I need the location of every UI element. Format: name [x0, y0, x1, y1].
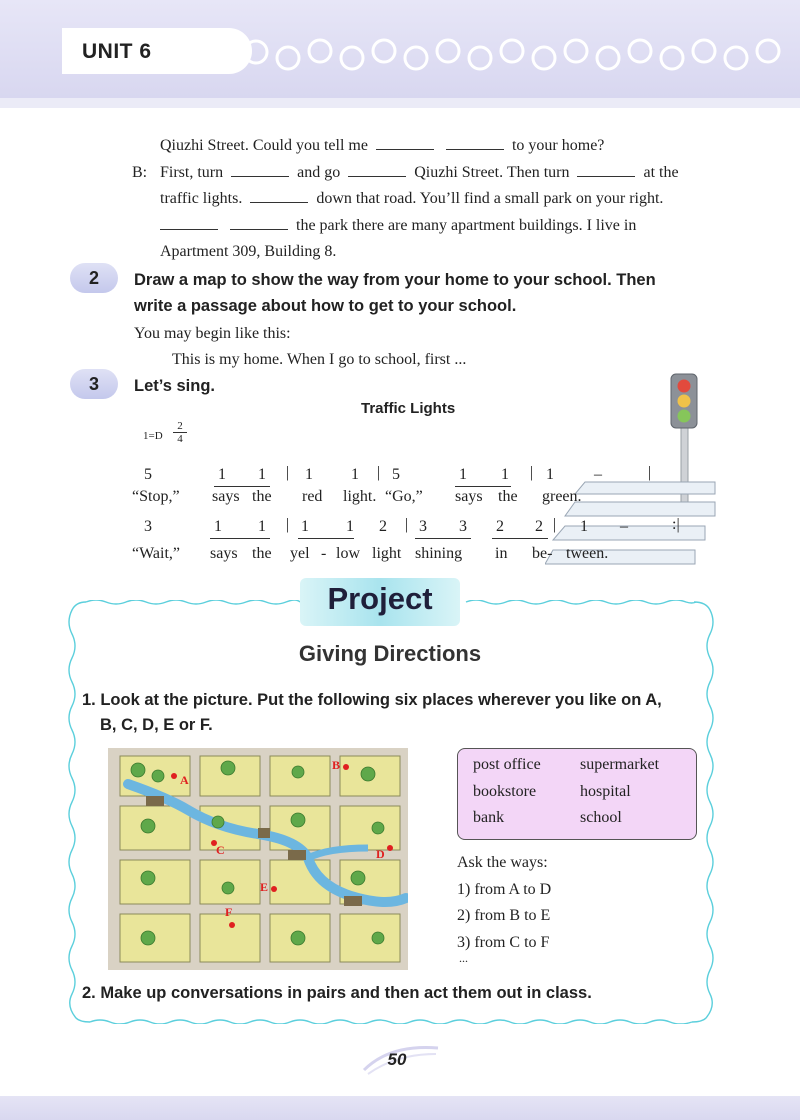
map-label-d: D [376, 847, 385, 861]
task2-example: This is my home. When I go to school, first ... [172, 351, 467, 368]
task-number-3: 3 [70, 369, 118, 399]
time-signature-top: 2 [177, 420, 183, 432]
map-label-b: B [332, 758, 341, 772]
lyric: the [252, 488, 272, 505]
note: 1 [351, 466, 359, 483]
dialogue-text: First, turn [160, 164, 224, 181]
task2-begin-hint: You may begin like this: [134, 325, 291, 342]
note: 3 [459, 518, 467, 535]
lyric: - [321, 545, 327, 562]
lyric: in [495, 545, 508, 562]
answer-blank[interactable] [577, 165, 635, 177]
note: 1 [258, 518, 266, 535]
bar-line: | [648, 464, 652, 481]
note: 1 [501, 466, 509, 483]
dialogue-text: the park there are many apartment buildings. I live in [296, 217, 637, 234]
dialogue-line-3 [160, 190, 663, 208]
bar-line: | [286, 516, 290, 533]
bar-line: | [530, 464, 534, 481]
map-label-e: E [260, 880, 269, 894]
header-strip [0, 98, 800, 108]
place-item: bookstore [473, 783, 537, 800]
project-subtitle: Giving Directions [298, 641, 482, 666]
lyric: light [372, 545, 402, 562]
map-label-a: A [180, 773, 189, 787]
note: 1 [459, 466, 467, 483]
place-item: supermarket [580, 756, 660, 773]
way-item: 1) from A to D [457, 881, 552, 898]
place-item: school [580, 809, 622, 826]
note: 1 [301, 518, 309, 535]
note: – [594, 466, 602, 483]
note: 1 [214, 518, 222, 535]
marker-dot-f [229, 922, 235, 928]
project-title: Project [327, 581, 433, 616]
note: 1 [580, 518, 588, 535]
repeat-sign: :| [672, 516, 680, 533]
lyric: shining [415, 545, 463, 562]
note: 5 [392, 466, 400, 483]
lyric: yel [290, 545, 310, 562]
answer-blank[interactable] [230, 218, 288, 230]
note: 5 [144, 466, 152, 483]
way-item: 3) from C to F [457, 934, 550, 951]
answer-blank[interactable] [348, 165, 406, 177]
time-signature [173, 420, 187, 445]
bar-line: | [553, 516, 557, 533]
place-item: hospital [580, 783, 631, 800]
note: – [620, 518, 628, 535]
note: 2 [379, 518, 387, 535]
dialogue-text: Qiuzhi Street. Could you tell me [160, 137, 368, 154]
dialogue-text: traffic lights. [160, 190, 243, 207]
lyric: says [212, 488, 240, 505]
beam [214, 486, 270, 487]
dialogue-text: and go [297, 164, 341, 181]
note: 1 [218, 466, 226, 483]
note: 3 [144, 518, 152, 535]
lyric: “Wait,” [132, 545, 181, 562]
dialogue-text: down that road. You’ll find a small park on your right. [316, 190, 664, 207]
project-question-1-line2: B, C, D, E or F. [100, 716, 213, 734]
place-item: post office [473, 756, 541, 773]
way-item: 2) from B to E [457, 907, 551, 924]
lyric: green. [542, 488, 582, 505]
marker-dot-d [387, 845, 393, 851]
dialogue-line-5: Apartment 309, Building 8. [160, 243, 337, 260]
beam [492, 538, 548, 539]
lyric: says [210, 545, 238, 562]
map-label-c: C [216, 843, 225, 857]
bar-line: | [286, 464, 290, 481]
ask-the-ways-label: Ask the ways: [457, 854, 548, 871]
note: 2 [496, 518, 504, 535]
beam [455, 486, 511, 487]
marker-dot-e [271, 886, 277, 892]
lyric: low [336, 545, 360, 562]
page-footer [0, 1096, 800, 1120]
song-title: Traffic Lights [361, 400, 456, 417]
lyric: be- [532, 545, 553, 562]
task-number-2: 2 [70, 263, 118, 293]
note: 1 [305, 466, 313, 483]
place-item: bank [473, 809, 505, 826]
dialogue-line-1 [160, 137, 604, 155]
dialogue-text: to your home? [511, 137, 605, 154]
beam [298, 538, 354, 539]
map-label-f: F [225, 905, 233, 919]
note: 1 [258, 466, 266, 483]
lyric: tween. [566, 545, 609, 562]
project-question-1-line1: 1. Look at the picture. Put the following six places wherever you like on A, [82, 691, 662, 709]
decorative-rings [238, 36, 798, 76]
lyric: says [455, 488, 483, 505]
beam [210, 538, 270, 539]
lyric: the [252, 545, 272, 562]
unit-title: UNIT 6 [82, 40, 152, 63]
dialogue-line-2 [160, 164, 679, 182]
dialogue-line-4 [160, 217, 636, 235]
answer-blank[interactable] [231, 165, 289, 177]
beam [415, 538, 471, 539]
song-key: 1=D [143, 430, 163, 442]
project-question-2: 2. Make up conversations in pairs and then act them out in class. [82, 984, 592, 1002]
note: 3 [419, 518, 427, 535]
answer-blank[interactable] [160, 218, 218, 230]
town-map [108, 748, 408, 970]
bar-line: | [405, 516, 409, 533]
lyric: the [498, 488, 518, 505]
page-number: 50 [387, 1050, 407, 1069]
marker-dot-a [171, 773, 177, 779]
lyric: “Go,” [385, 488, 423, 505]
bar-line: | [377, 464, 381, 481]
marker-dot-b [343, 764, 349, 770]
note: 2 [535, 518, 543, 535]
answer-blank[interactable] [376, 138, 434, 150]
answer-blank[interactable] [250, 191, 308, 203]
task2-instruction-line1: Draw a map to show the way from your home to your school. Then [134, 271, 656, 289]
lyric: light. [343, 488, 377, 505]
speaker-label: B: [132, 164, 148, 181]
dialogue-text: at the [643, 164, 679, 181]
way-ellipsis: ... [459, 951, 468, 965]
task2-instruction-line2: write a passage about how to get to your school. [134, 297, 517, 315]
time-signature-bottom: 4 [177, 433, 183, 445]
note: 1 [546, 466, 554, 483]
lyric: “Stop,” [132, 488, 180, 505]
answer-blank[interactable] [446, 138, 504, 150]
dialogue-text: Qiuzhi Street. Then turn [414, 164, 570, 181]
lyric: red [302, 488, 323, 505]
task3-label: Let’s sing. [134, 377, 215, 395]
note: 1 [346, 518, 354, 535]
